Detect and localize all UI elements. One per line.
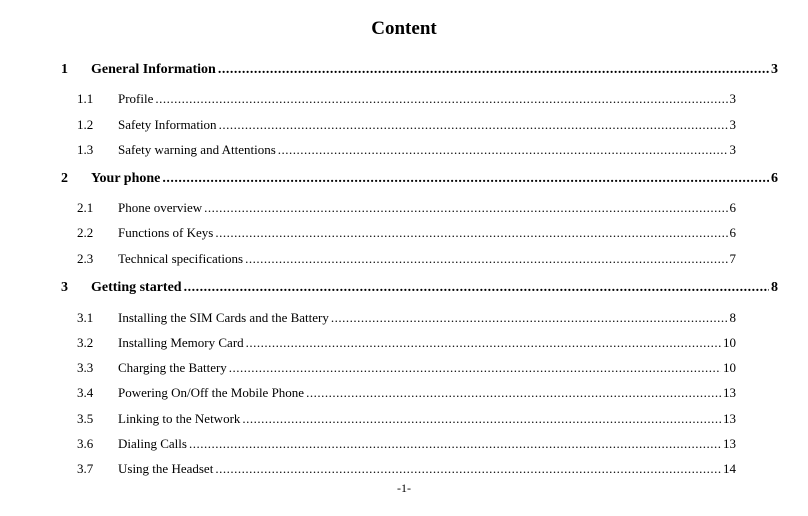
toc-section-3-4[interactable] [77, 385, 736, 401]
dot-leader [184, 280, 769, 296]
dot-leader [242, 411, 721, 427]
toc-page: 14 [723, 461, 736, 476]
toc-section-3-2[interactable] [77, 335, 736, 351]
toc-label: Functions of Keys [118, 225, 214, 240]
dot-leader [204, 200, 727, 216]
toc-page: 3 [729, 117, 736, 132]
toc-label: Dialing Calls [118, 436, 187, 451]
toc-section-3-5[interactable] [77, 411, 736, 427]
dot-leader [246, 335, 721, 351]
dot-leader [162, 171, 769, 187]
toc-label: Technical specifications [118, 251, 244, 266]
toc-label: Using the Headset [118, 461, 214, 476]
toc-label: Safety Information [118, 117, 217, 132]
toc-page: 3 [729, 91, 736, 106]
toc-section-2-3[interactable] [77, 251, 736, 267]
dot-leader [245, 251, 727, 267]
toc-number: 2 [61, 171, 68, 186]
dot-leader [189, 436, 721, 452]
toc-number: 1.3 [77, 142, 94, 157]
toc-number: 3.3 [77, 360, 94, 375]
toc-label: Installing Memory Card [118, 335, 244, 350]
dot-leader [215, 225, 727, 241]
toc-label: Linking to the Network [118, 411, 241, 426]
toc-number: 1.1 [77, 91, 94, 106]
toc-label: Phone overview [118, 200, 203, 215]
dot-leader [215, 461, 721, 477]
dot-leader [218, 62, 769, 78]
toc-page: 6 [729, 225, 736, 240]
toc-section-3-3[interactable] [77, 360, 736, 376]
toc-label: Profile [118, 91, 154, 106]
toc-page: 13 [723, 411, 736, 426]
toc-section-1-1[interactable] [77, 91, 736, 107]
toc-number: 2.2 [77, 225, 94, 240]
toc-page: 6 [771, 171, 778, 186]
toc-number: 1 [61, 62, 68, 77]
toc-chapter-2[interactable] [61, 171, 778, 187]
toc-number: 3.7 [77, 461, 94, 476]
toc-number: 3.4 [77, 385, 94, 400]
toc-label: Installing the SIM Cards and the Battery [118, 310, 329, 325]
toc-page: 3 [771, 62, 778, 77]
toc-section-1-2[interactable] [77, 117, 736, 133]
toc-page: 8 [771, 280, 778, 295]
toc-number: 3.5 [77, 411, 94, 426]
toc-number: 2.1 [77, 200, 94, 215]
toc-label: General Information [91, 62, 216, 77]
toc-page: 7 [729, 251, 736, 266]
toc-chapter-1[interactable] [61, 62, 778, 78]
dot-leader [155, 91, 727, 107]
toc-section-2-2[interactable] [77, 225, 736, 241]
page-number-footer: -1- [397, 481, 411, 495]
toc-label: Safety warning and Attentions [118, 142, 276, 157]
toc-label: Powering On/Off the Mobile Phone [118, 385, 305, 400]
toc-page: 6 [729, 200, 736, 215]
dot-leader [219, 117, 728, 133]
toc-number: 2.3 [77, 251, 94, 266]
dot-leader [229, 360, 721, 376]
toc-number: 3.2 [77, 335, 94, 350]
toc-label: Your phone [91, 171, 161, 186]
toc-number: 3.6 [77, 436, 94, 451]
toc-page: 3 [729, 142, 736, 157]
toc-number: 1.2 [77, 117, 94, 132]
dot-leader [331, 310, 728, 326]
dot-leader [306, 385, 721, 401]
toc-label: Getting started [91, 280, 182, 295]
toc-chapter-3[interactable] [61, 280, 778, 296]
dot-leader [278, 142, 728, 158]
toc-section-3-6[interactable] [77, 436, 736, 452]
toc-page: 13 [723, 436, 736, 451]
toc-section-3-1[interactable] [77, 310, 736, 326]
page-title: Content [371, 18, 437, 39]
toc-number: 3 [61, 280, 68, 295]
toc-page: 13 [723, 385, 736, 400]
toc-page: 8 [729, 310, 736, 325]
toc-section-1-3[interactable] [77, 142, 736, 158]
toc-page: 10 [723, 335, 736, 350]
toc-section-2-1[interactable] [77, 200, 736, 216]
toc-section-3-7[interactable] [77, 461, 736, 477]
toc-label: Charging the Battery [118, 360, 227, 375]
toc-page: 10 [723, 360, 736, 375]
toc-number: 3.1 [77, 310, 94, 325]
